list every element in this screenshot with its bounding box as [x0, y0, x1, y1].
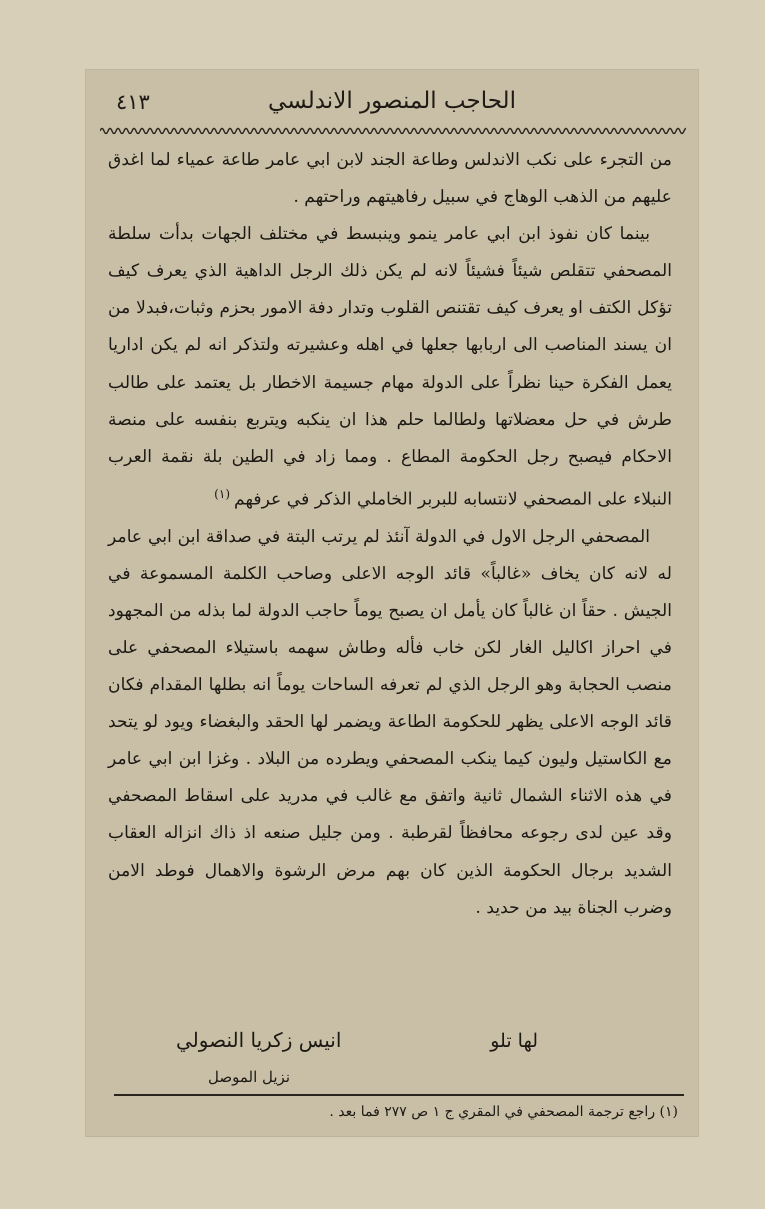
book-page: [86, 70, 698, 1136]
body-text: [108, 142, 672, 927]
paragraph-1: [108, 142, 672, 216]
paragraph-2-text: بينما كان نفوذ ابن ابي عامر ينمو وينبسط في مختلف الجهات بدأت سلطة المصحفي تتقلص شيئاً فشيئاً لانه لم يكن ذلك الرجل الداهية الذي يعرف كيف تؤكل الكتف او يعرف كيف تقتنص القلوب وتدار دفة الامور بحزم وثبات،فبدلا من ان يسند المناصب الى اربابها جعلها في اهله وعشيرته ولتذكر انه لم يكن اداريا يعمل الفكرة حينا نظراً على الدولة مهام جسيمة الاخطار بل يعتمد على طالب طرش في حل معضلاتها ولطالما حلم هذا ان ينكبه ويتربع بنفسه على منصة الاحكام فيصبح رجل الحكومة المطاع . ومما زاد في الطين بلة نقمة العرب النبلاء على المصحفي لانتسابه للبربر الخاملي الذكر في عرفهم: [108, 224, 672, 510]
signature-author: انيس زكريا النصولي: [176, 1028, 342, 1052]
paragraph-1-text: من التجرء على نكب الاندلس وطاعة الجند لابن ابي عامر طاعة عمياء لما اغدق عليهم من الذهب الوهاج في سبيل رفاهيتهم وراحتهم .: [108, 150, 672, 208]
page-header: [86, 86, 698, 126]
paragraph-2: [108, 216, 672, 518]
paragraph-3-text: المصحفي الرجل الاول في الدولة آنئذ لم يرتب البتة في صداقة ابن ابي عامر له لانه كان يخاف «غالباً» قائد الوجه الاعلى وصاحب الكلمة المسموعة في الجيش . حقاً ان غالباً كان يأمل ان يصبح يوماً حاجب الدولة لما بذله من المجهود في احراز اكاليل الغار لكن خاب فأله وطاش سهمه باستيلاء المصحفي على منصب الحجابة وهو الرجل الذي لم تعرفه الساحات يوماً انه بطلها المقدام فكان قائد الوجه الاعلى يظهر للحكومة الطاعة ويضمر لها الحقد والبغضاء ويود لو يتحد مع الكاستيل وليون كيما ينكب المصحفي ويطرده من البلاد . وغزا ابن ابي عامر في هذه الاثناء الشمال ثانية واتفق مع غالب في مدريد على اسقاط المصحفي وقد عين لدى رجوعه محافظاً لقرطبة . ومن جليل صنعه اذ ذاك انزاله العقاب الشديد برجال الحكومة الذين كان بهم مرض الرشوة والاهمال فوطد الامن وضرب الجناة بيد من حديد .: [108, 526, 672, 918]
footnote-rule: [114, 1094, 684, 1096]
footnote-reference: (١): [214, 486, 230, 501]
page-number: ٤١٣: [116, 90, 150, 114]
paragraph-3: [108, 519, 672, 927]
signature-city: لها تلو: [490, 1030, 538, 1052]
running-title: الحاجب المنصور الاندلسي: [268, 88, 516, 114]
signature-residence: نزيل الموصل: [208, 1068, 291, 1086]
footnote: (١) راجع ترجمة المصحفي في المقري ج ١ ص ٢٧٧ فما بعد .: [329, 1104, 678, 1120]
wavy-divider: [100, 125, 686, 137]
signature-block: [86, 1024, 698, 1104]
